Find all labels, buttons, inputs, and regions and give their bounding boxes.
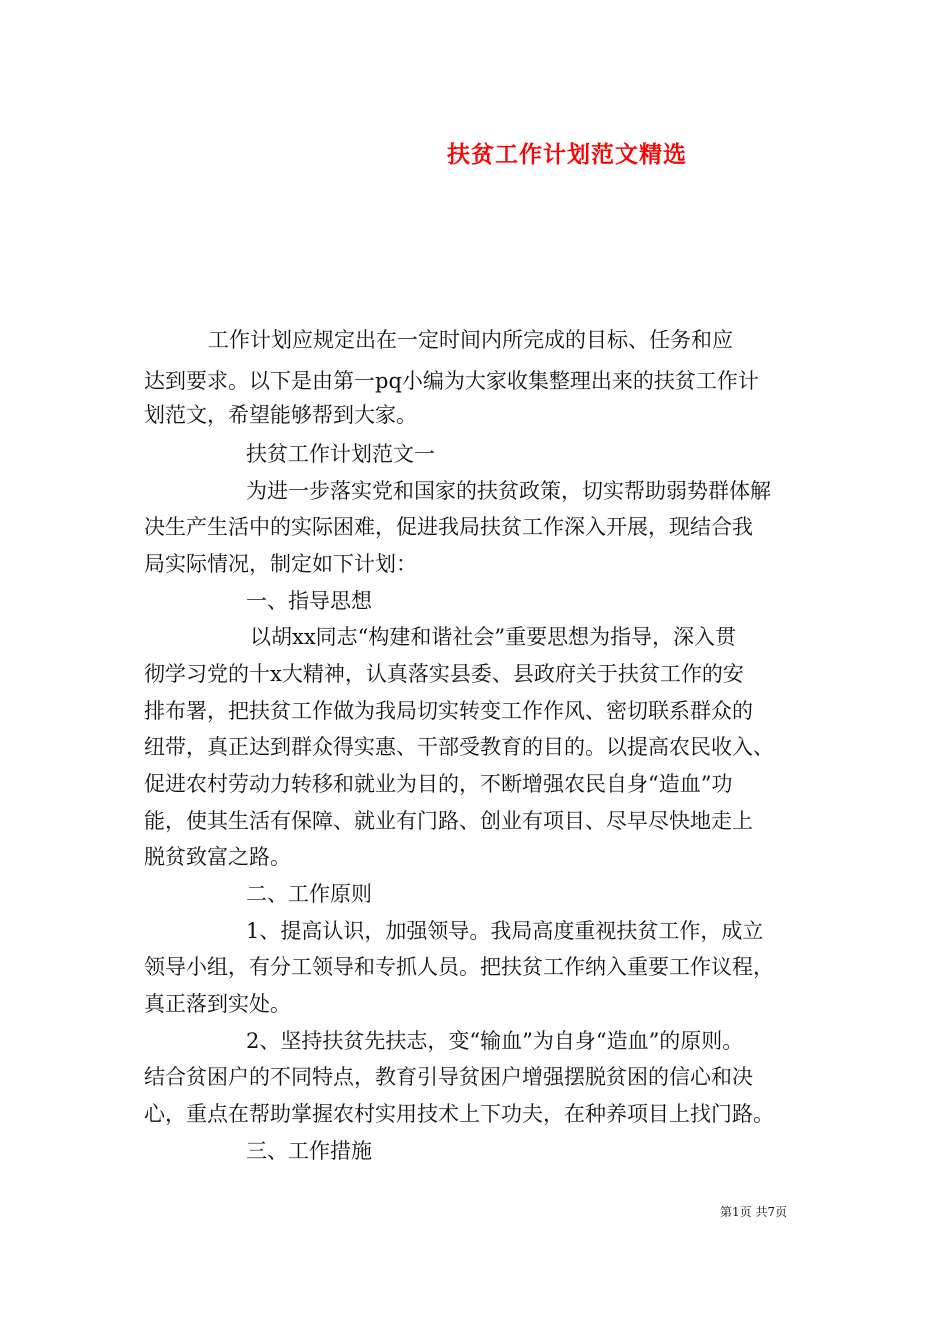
body-line: 工作计划应规定出在一定时间内所完成的目标、任务和应: [208, 328, 733, 352]
body-line: 决生产生活中的实际困难，促进我局扶贫工作深入开展，现结合我: [144, 515, 753, 539]
body-line: 局实际情况，制定如下计划：: [144, 552, 417, 576]
body-line: 1、提高认识，加强领导。我局高度重视扶贫工作，成立: [246, 919, 764, 943]
body-line: 结合贫困户的不同特点，教育引导贫困户增强摆脱贫困的信心和决: [144, 1065, 753, 1089]
section-heading: 一、指导思想: [246, 589, 372, 613]
body-line: 以胡xx同志“构建和谐社会”重要思想为指导，深入贯: [250, 625, 737, 649]
body-line: 领导小组，有分工领导和专抓人员。把扶贫工作纳入重要工作议程，: [144, 955, 774, 979]
section-heading: 三、工作措施: [246, 1139, 372, 1163]
body-line: 为进一步落实党和国家的扶贫政策，切实帮助弱势群体解: [246, 479, 771, 503]
body-line: 彻学习党的十x大精神，认真落实县委、县政府关于扶贫工作的安: [144, 662, 744, 686]
document-title: 扶贫工作计划范文精选: [447, 141, 687, 168]
body-line: 促进农村劳动力转移和就业为目的，不断增强农民自身“造血”功: [144, 772, 733, 796]
body-line: 真正落到实处。: [144, 992, 291, 1016]
body-line: 脱贫致富之路。: [144, 845, 291, 869]
body-line: 2、坚持扶贫先扶志，变“输血”为自身“造血”的原则。: [246, 1029, 744, 1053]
body-line: 排布署，把扶贫工作做为我局切实转变工作作风、密切联系群众的: [144, 699, 753, 723]
body-line: 能，使其生活有保障、就业有门路、创业有项目、尽早尽快地走上: [144, 809, 753, 833]
body-line: 心，重点在帮助掌握农村实用技术上下功夫，在种养项目上找门路。: [144, 1102, 774, 1126]
page-footer: 第1页 共7页: [720, 1205, 788, 1219]
body-line: 达到要求。以下是由第一pq小编为大家收集整理出来的扶贫工作计: [144, 369, 759, 393]
section-heading: 扶贫工作计划范文一: [246, 442, 435, 466]
body-line: 划范文，希望能够帮到大家。: [144, 403, 417, 427]
section-heading: 二、工作原则: [246, 882, 372, 906]
body-line: 纽带，真正达到群众得实惠、干部受教育的目的。以提高农民收入、: [144, 735, 774, 759]
